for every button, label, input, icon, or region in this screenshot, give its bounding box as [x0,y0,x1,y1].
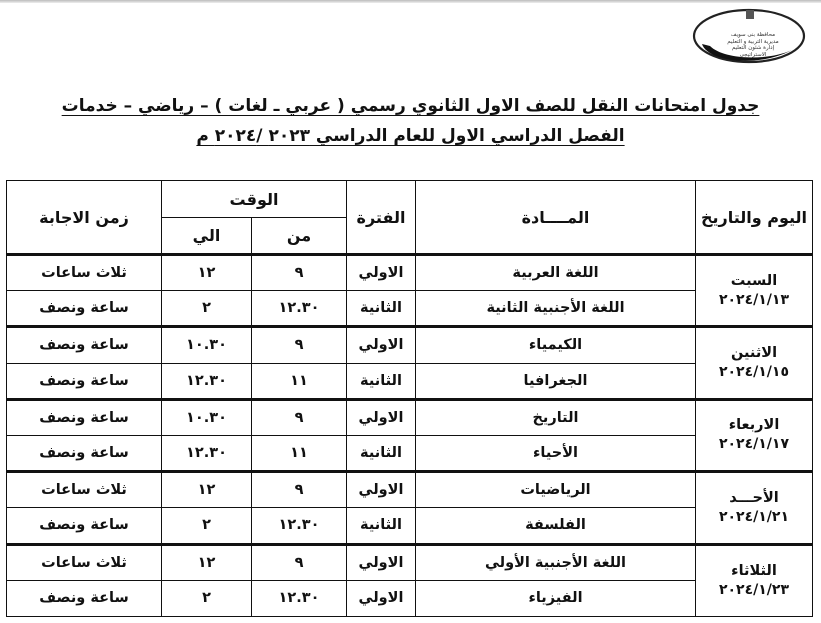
subject-cell: الأحياء [416,435,696,471]
table-row [7,508,813,544]
subject-cell: التاريخ [416,399,696,435]
period-cell: الثانية [347,508,416,544]
day-date-cell [696,255,813,327]
period-cell: الثانية [347,435,416,471]
time-to-cell: ١٢.٣٠ [162,435,252,471]
subject-cell: اللغة الأجنبية الثانية [416,291,696,327]
time-to-cell: ١٢ [162,472,252,508]
exam-date: ٢٠٢٤/١/١٥ [718,364,790,381]
duration-cell: ثلاث ساعات [7,544,162,580]
period-cell: الاولي [347,544,416,580]
header-time: الوقت [162,181,347,218]
duration-cell: ثلاث ساعات [7,472,162,508]
document-title: جدول امتحانات النقل للصف الاول الثانوي رسمي ( عربي ـ لغات ) – رياضي – خدمات [61,96,760,116]
header-from: من [252,218,347,255]
time-from-cell: ١١ [252,435,347,471]
document-subtitle: الفصل الدراسي الاول للعام الدراسي ٢٠٢٣ /٢٠٢٤ م [196,126,625,146]
logo-caption [722,32,784,58]
day-name: الاربعاء [728,417,780,434]
subject-cell: الرياضيات [416,472,696,508]
period-cell: الاولي [347,255,416,291]
table-row [7,544,813,580]
duration-cell: ثلاث ساعات [7,255,162,291]
day-date-cell [696,472,813,544]
table-row [7,327,813,363]
top-border-line [0,0,821,3]
header-day-date: اليوم والتاريخ [696,181,813,255]
day-date-cell [696,327,813,399]
day-name: الثلاثاء [731,562,777,579]
header-to: الي [162,218,252,255]
day-name: الاثنين [730,345,778,362]
period-cell: الثانية [347,363,416,399]
duration-cell: ساعة ونصف [7,363,162,399]
subject-cell: الجغرافيا [416,363,696,399]
day-name: الأحـــد [729,489,779,506]
table-row [7,435,813,471]
table-row [7,255,813,291]
duration-cell: ساعة ونصف [7,327,162,363]
time-to-cell: ٢ [162,580,252,616]
logo-line-2: مديرية التربية و التعليم [727,38,779,45]
time-to-cell: ١٠.٣٠ [162,327,252,363]
time-from-cell: ١١ [252,363,347,399]
table-row [7,363,813,399]
time-from-cell: ٩ [252,327,347,363]
time-from-cell: ٩ [252,399,347,435]
table-row [7,472,813,508]
time-from-cell: ٩ [252,255,347,291]
period-cell: الاولي [347,399,416,435]
time-to-cell: ٢ [162,508,252,544]
time-from-cell: ١٢.٣٠ [252,580,347,616]
duration-cell: ساعة ونصف [7,508,162,544]
duration-cell: ساعة ونصف [7,435,162,471]
period-cell: الاولي [347,327,416,363]
day-date-cell [696,544,813,617]
time-to-cell: ١٢ [162,255,252,291]
logo-line-1: محافظة بنى سويف [730,32,776,38]
subject-cell: اللغة العربية [416,255,696,291]
time-to-cell: ١٠.٣٠ [162,399,252,435]
logo-line-3: إدارة شئون التعليم الاستراتيجي [731,45,775,58]
time-to-cell: ١٢ [162,544,252,580]
day-date-cell [696,399,813,471]
header-subject: المــــادة [416,181,696,255]
exam-schedule-table [6,180,813,617]
period-cell: الاولي [347,580,416,616]
time-to-cell: ١٢.٣٠ [162,363,252,399]
table-row [7,580,813,616]
subject-cell: اللغة الأجنبية الأولي [416,544,696,580]
time-from-cell: ٩ [252,472,347,508]
duration-cell: ساعة ونصف [7,580,162,616]
subject-cell: الكيمياء [416,327,696,363]
subject-cell: الفيزياء [416,580,696,616]
exam-date: ٢٠٢٤/١/١٧ [718,436,790,453]
time-from-cell: ١٢.٣٠ [252,291,347,327]
period-cell: الاولي [347,472,416,508]
duration-cell: ساعة ونصف [7,399,162,435]
header-duration: زمن الاجابة [7,181,162,255]
day-name: السبت [730,272,778,289]
subject-cell: الفلسفة [416,508,696,544]
exam-date: ٢٠٢٤/١/١٣ [718,291,790,308]
schedule-body [7,255,813,617]
table-row [7,291,813,327]
time-from-cell: ١٢.٣٠ [252,508,347,544]
table-row [7,399,813,435]
header-period: الفترة [347,181,416,255]
duration-cell: ساعة ونصف [7,291,162,327]
time-from-cell: ٩ [252,544,347,580]
time-to-cell: ٢ [162,291,252,327]
exam-date: ٢٠٢٤/١/٢٣ [718,581,790,598]
period-cell: الثانية [347,291,416,327]
exam-date: ٢٠٢٤/١/٢١ [718,508,790,525]
